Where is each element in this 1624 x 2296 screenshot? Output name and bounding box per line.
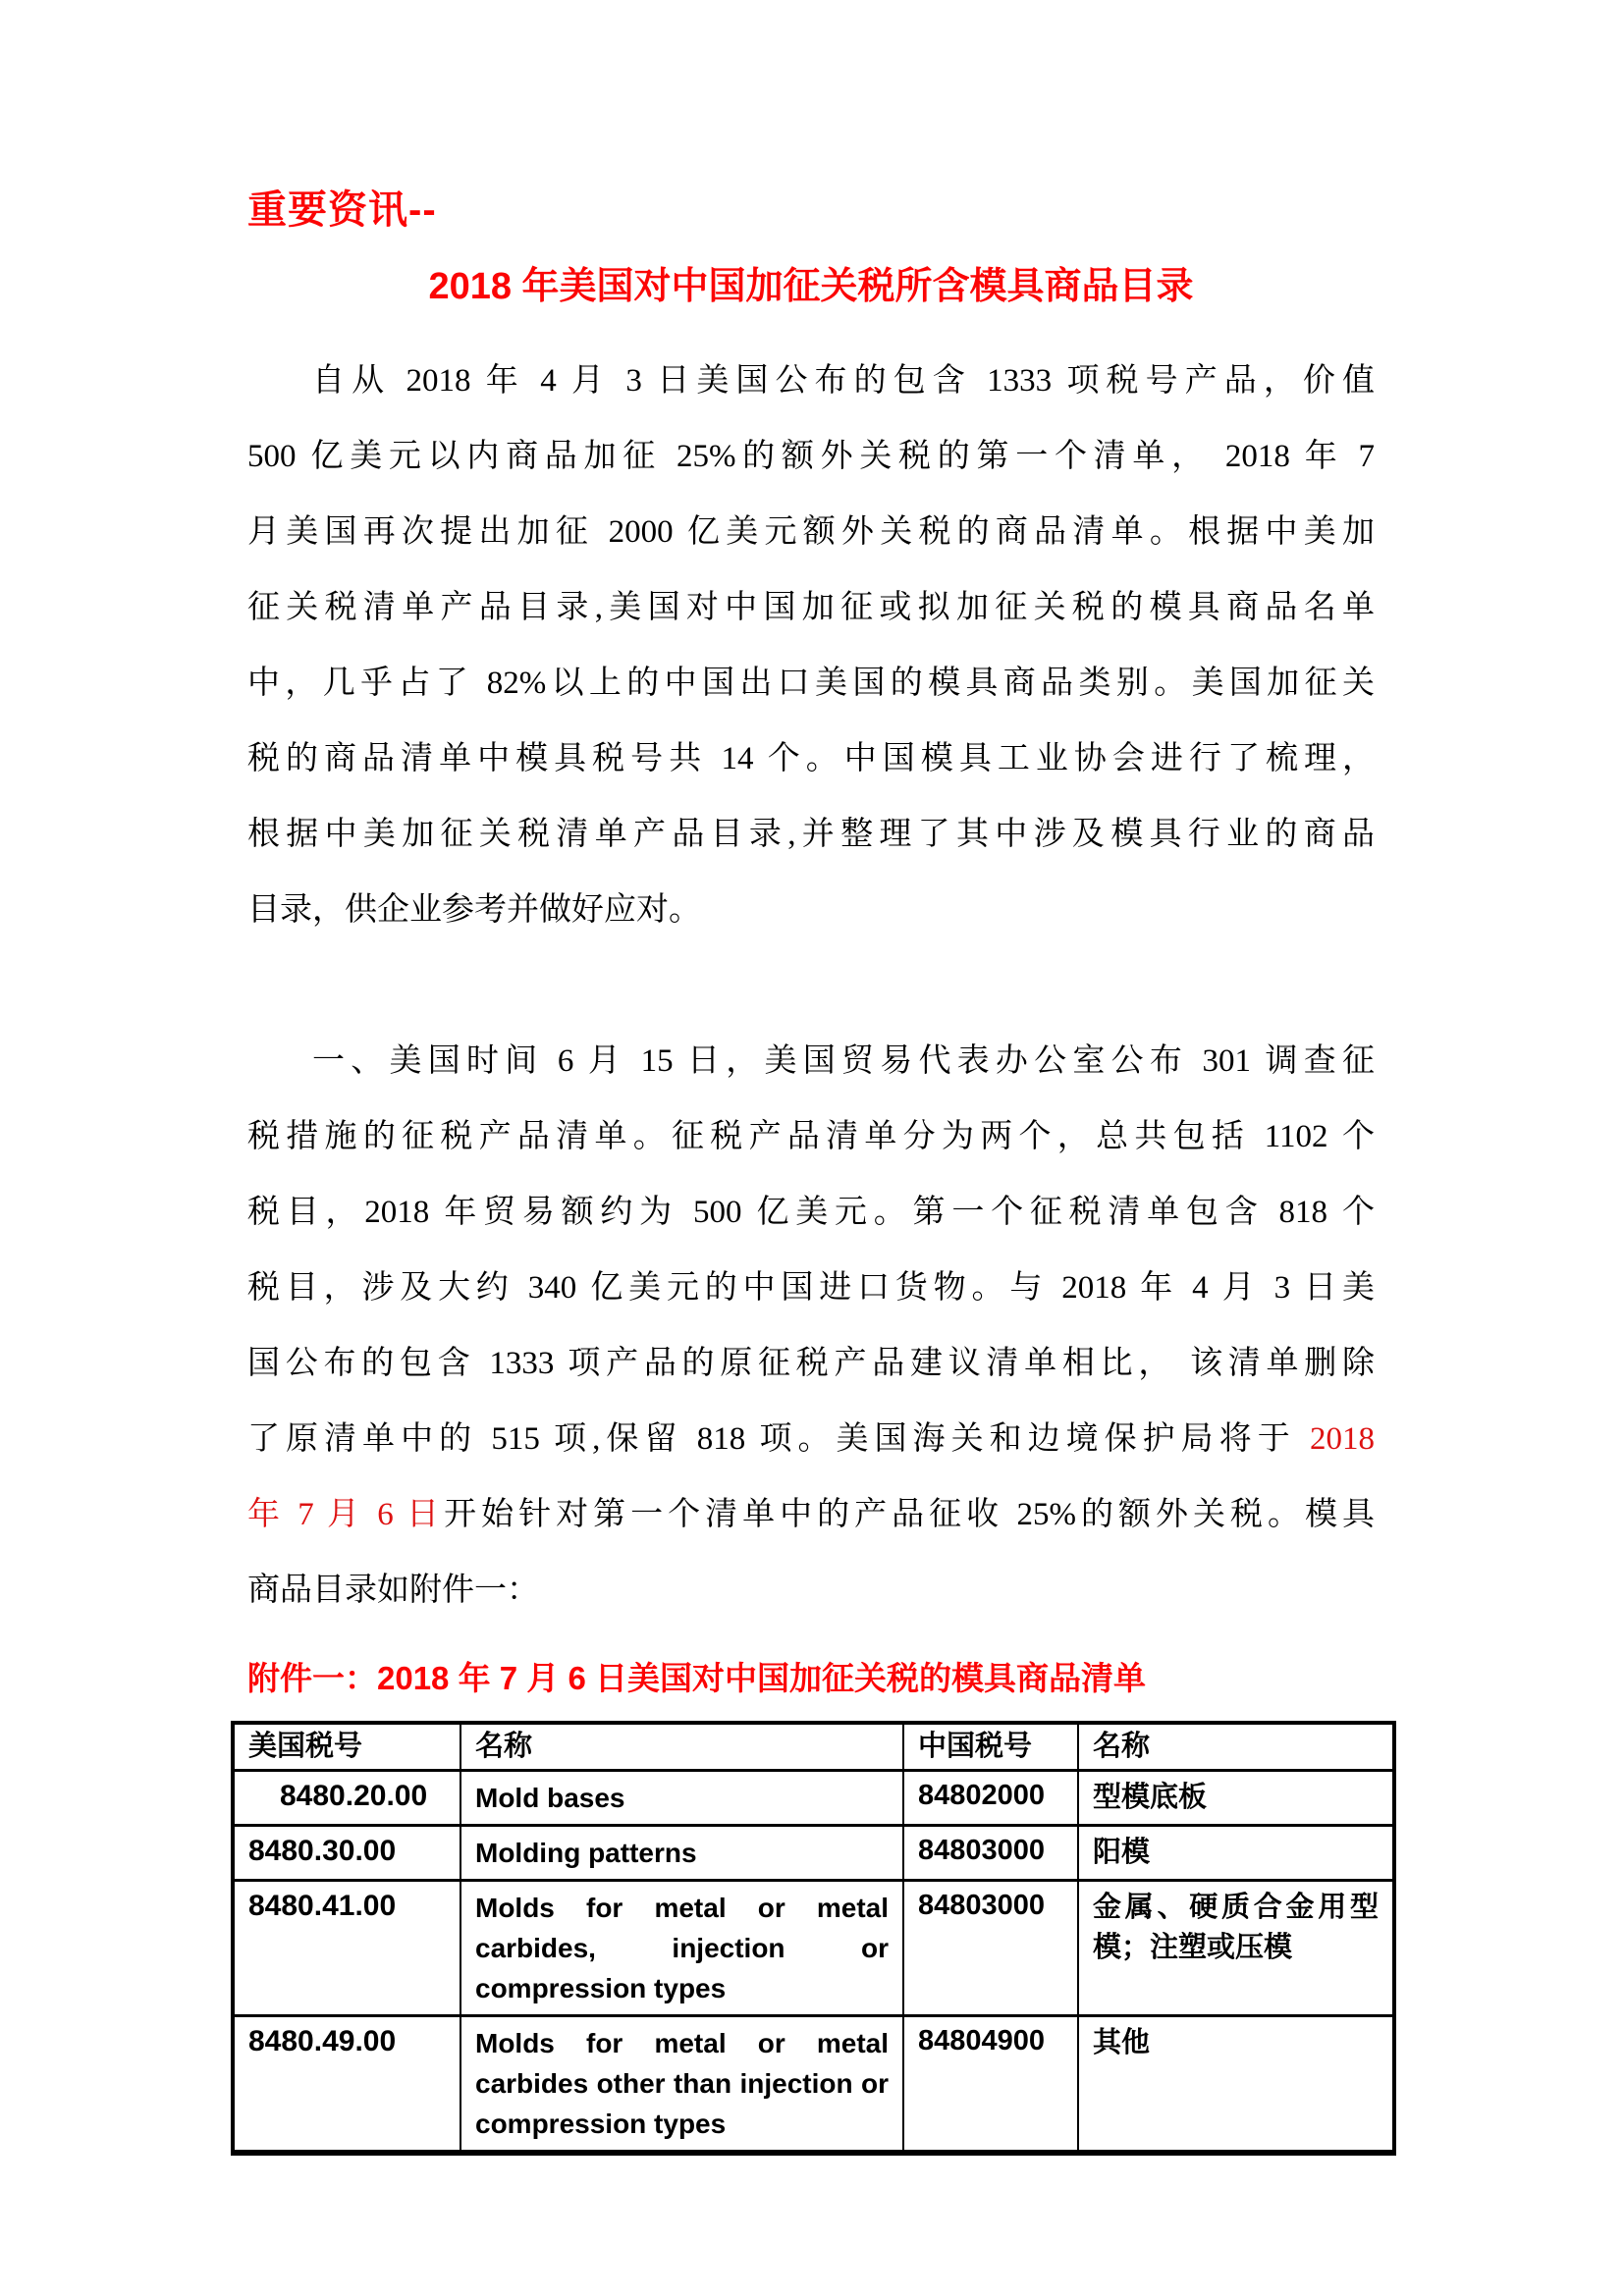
- text-line: [247, 646, 1375, 721]
- table-row: [233, 2016, 1394, 2154]
- name-en-cell: Mold bases: [460, 1771, 903, 1826]
- name-en-cell: Molds for metal or metal carbides other than injection or compression types: [460, 2016, 903, 2154]
- paragraph: [247, 1024, 1375, 1629]
- table-row: [233, 1771, 1394, 1826]
- name-en-cell: Molding patterns: [460, 1826, 903, 1881]
- text-segment: 了原清单中的 515 项,保留 818 项。美国海关和边境保护局将于: [247, 1421, 1310, 1457]
- text-segment: 一、美国时间 6 月 15 日，美国贸易代表办公室公布 301 调查征: [312, 1043, 1375, 1079]
- kicker-heading: 重要资讯--: [247, 188, 437, 232]
- page-title: 2018 年美国对中国加征关税所含模具商品目录: [428, 266, 1194, 307]
- text-line: [247, 1099, 1375, 1175]
- text-line: [247, 721, 1375, 797]
- text-line: [247, 873, 1375, 948]
- text-line: [247, 1251, 1375, 1326]
- us-tariff-code-cell: 8480.49.00: [233, 2016, 460, 2154]
- red-text-segment: 2018: [1310, 1421, 1375, 1457]
- text-line: [247, 1024, 1375, 1099]
- us-tariff-code-cell: 8480.20.00: [233, 1771, 460, 1826]
- us-tariff-code-cell: 8480.30.00: [233, 1826, 460, 1881]
- table-header-cell: 美国税号: [233, 1723, 460, 1771]
- text-segment: 商品目录如附件一：: [247, 1573, 539, 1608]
- table-row: [233, 1881, 1394, 2016]
- text-line: [247, 495, 1375, 570]
- text-line: [247, 1553, 1375, 1629]
- text-segment: 开始针对第一个清单中的产品征收 25%的额外关税。模具: [444, 1497, 1375, 1532]
- name-cn-cell: 其他: [1078, 2016, 1394, 2154]
- table-header-row: [233, 1723, 1394, 1771]
- text-segment: 税目，涉及大约 340 亿美元的中国进口货物。与 2018 年 4 月 3 日美: [247, 1270, 1375, 1306]
- name-cn-cell: 金属、硬质合金用型模；注塑或压模: [1078, 1881, 1394, 2016]
- text-line: [247, 1402, 1375, 1477]
- text-segment: 税的商品清单中模具税号共 14 个。中国模具工业协会进行了梳理，: [247, 741, 1375, 776]
- name-cn-cell: 型模底板: [1078, 1771, 1394, 1826]
- tariff-table: [231, 1721, 1396, 2156]
- text-line: [247, 570, 1375, 646]
- text-segment: 国公布的包含 1333 项产品的原征税产品建议清单相比， 该清单删除: [247, 1346, 1375, 1381]
- text-segment: 目录，供企业参考并做好应对。: [247, 892, 701, 928]
- name-en-cell: Molds for metal or metal carbides, injection or compression types: [460, 1881, 903, 2016]
- red-text-segment: 年 7 月 6 日: [247, 1497, 445, 1532]
- text-segment: 税措施的征税产品清单。征税产品清单分为两个，总共包括 1102 个: [247, 1119, 1375, 1154]
- text-segment: 500 亿美元以内商品加征 25%的额外关税的第一个清单， 2018 年 7: [247, 439, 1375, 474]
- attachment-heading: 附件一：2018 年 7 月 6 日美国对中国加征关税的模具商品清单: [247, 1660, 1146, 1696]
- text-line: [247, 1477, 1375, 1553]
- text-segment: 自从 2018 年 4 月 3 日美国公布的包含 1333 项税号产品，价值: [312, 363, 1375, 399]
- text-line: [247, 419, 1375, 495]
- text-line: [247, 797, 1375, 873]
- cn-tariff-code-cell: 84803000: [903, 1881, 1078, 2016]
- table-header-cell: 中国税号: [903, 1723, 1078, 1771]
- text-segment: 征关税清单产品目录,美国对中国加征或拟加征关税的模具商品名单: [247, 590, 1375, 625]
- cn-tariff-code-cell: 84802000: [903, 1771, 1078, 1826]
- text-segment: 根据中美加征关税清单产品目录,并整理了其中涉及模具行业的商品: [247, 817, 1375, 852]
- text-segment: 月美国再次提出加征 2000 亿美元额外关税的商品清单。根据中美加: [247, 514, 1375, 550]
- cn-tariff-code-cell: 84804900: [903, 2016, 1078, 2154]
- name-cn-cell: 阳模: [1078, 1826, 1394, 1881]
- paragraph: [247, 344, 1375, 948]
- text-segment: 税目，2018 年贸易额约为 500 亿美元。第一个征税清单包含 818 个: [247, 1195, 1375, 1230]
- text-line: [247, 1175, 1375, 1251]
- tariff-table-body: [233, 1771, 1394, 2154]
- text-line: [247, 1326, 1375, 1402]
- text-segment: 中，几乎占了 82%以上的中国出口美国的模具商品类别。美国加征关: [247, 666, 1375, 701]
- text-line: [247, 344, 1375, 419]
- tariff-table-head: [233, 1723, 1394, 1771]
- table-header-cell: 名称: [460, 1723, 903, 1771]
- cn-tariff-code-cell: 84803000: [903, 1826, 1078, 1881]
- table-header-cell: 名称: [1078, 1723, 1394, 1771]
- table-row: [233, 1826, 1394, 1881]
- us-tariff-code-cell: 8480.41.00: [233, 1881, 460, 2016]
- body-paragraphs: [247, 344, 1375, 1629]
- page-content: [247, 0, 1379, 2156]
